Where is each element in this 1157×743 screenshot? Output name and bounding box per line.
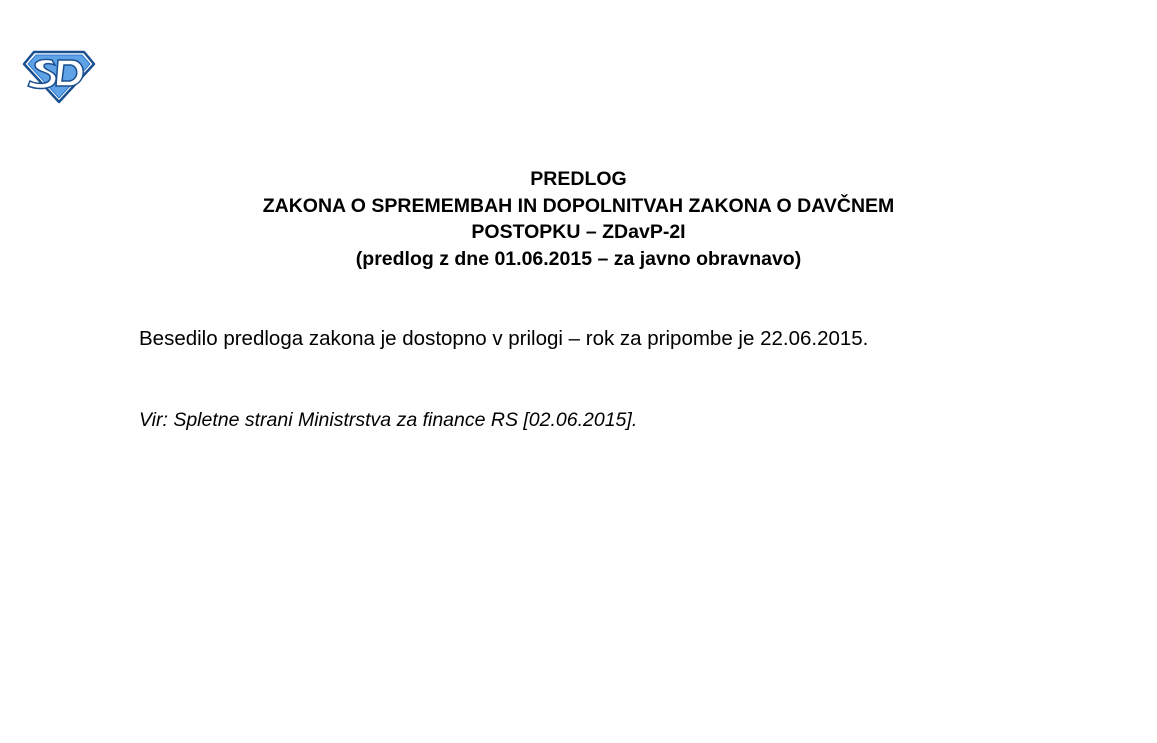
heading-line-law-code: POSTOPKU – ZDavP-2I [471,221,686,243]
heading-line-title: PREDLOG [530,168,627,190]
heading-line-law-name: ZAKONA O SPREMEMBAH IN DOPOLNITVAH ZAKONA O DAVČNEM [262,194,895,217]
sd-shield-logo-icon [22,48,96,104]
body-paragraph: Besedilo predloga zakona je dostopno v prilogi – rok za pripombe je 22.06.2015. [139,327,869,350]
document-heading [0,166,1157,272]
heading-line-date: (predlog z dne 01.06.2015 – za javno obravnavo) [355,247,802,270]
source-note: Vir: Spletne strani Ministrstva za finance RS [02.06.2015]. [139,409,638,431]
